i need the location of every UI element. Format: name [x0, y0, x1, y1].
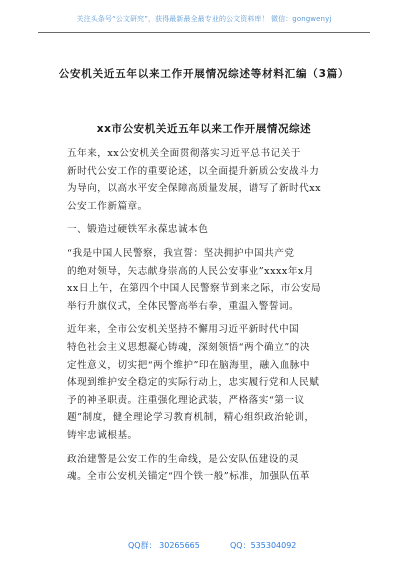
text-line: 近年来，全市公安机关坚持不懈用习近平新时代中国 — [67, 324, 300, 336]
text-line: 一、锻造过硬铁军永葆忠诚本色 — [67, 224, 209, 236]
text-line: 公安工作新篇章。 — [67, 200, 148, 212]
text-line: 予的神圣职责。注重强化理论武装，严格落实“第一议 — [67, 394, 305, 406]
paragraph-politics — [67, 451, 347, 486]
paragraph-intro — [67, 145, 347, 215]
footer-contact — [0, 540, 408, 554]
text-line: 政治建警是公安工作的生命线，是公安队伍建设的灵 — [67, 453, 300, 465]
qq-number: QQ：535304092 — [230, 541, 297, 550]
header-banner: 关注头条号“公文研究”，获得最新最全最专业的公文资料库！ 微信：gongwenyj — [38, 14, 370, 33]
text-line: 魂。全市公安机关锚定“四个铁一般”标准，加强队伍革 — [67, 471, 310, 483]
text-line: 五年来，xx公安机关全面贯彻落实习近平总书记关于 — [67, 148, 301, 159]
text-line: 题”制度，健全理论学习教育机制，精心组织政治轮训， — [67, 412, 315, 424]
document-title: 公安机关近五年以来工作开展情况综述等材料汇编（3篇） — [58, 68, 350, 80]
text-line: 举行升旗仪式，全体民警高举右拳，重温入警誓词。 — [67, 300, 300, 312]
text-line: 铸牢忠诚根基。 — [67, 429, 138, 441]
heading-one — [67, 221, 347, 239]
text-line: 的绝对领导，矢志献身崇高的人民公安事业”xxxx年x月 — [67, 265, 314, 277]
text-line: xx日上午，在第四个中国人民警察节到来之际，市公安局 — [67, 283, 322, 295]
text-line: 新时代公安工作的重要论述，以全面提升新质公安战斗力 — [67, 165, 320, 177]
text-line: 定性意义，切实把“两个维护”印在脑海里，融入血脉中 — [67, 359, 310, 371]
section-title: xx市公安机关近五年以来工作开展情况综述 — [96, 123, 312, 135]
paragraph-theory — [67, 321, 347, 444]
qq-group-number: QQ群： 30265665 — [128, 541, 200, 550]
document-body — [67, 145, 347, 486]
text-line: 为导向，以高水平安全保障高质量发展，谱写了新时代xx — [67, 183, 322, 195]
text-line: “我是中国人民警察，我宣誓：坚决拥护中国共产党 — [67, 247, 295, 259]
text-line: 特色社会主义思想凝心铸魂，深刻领悟“两个确立”的决 — [67, 341, 310, 353]
text-line: 体现到维护安全稳定的实际行动上，忠实履行党和人民赋 — [67, 377, 320, 389]
paragraph-oath — [67, 245, 347, 315]
